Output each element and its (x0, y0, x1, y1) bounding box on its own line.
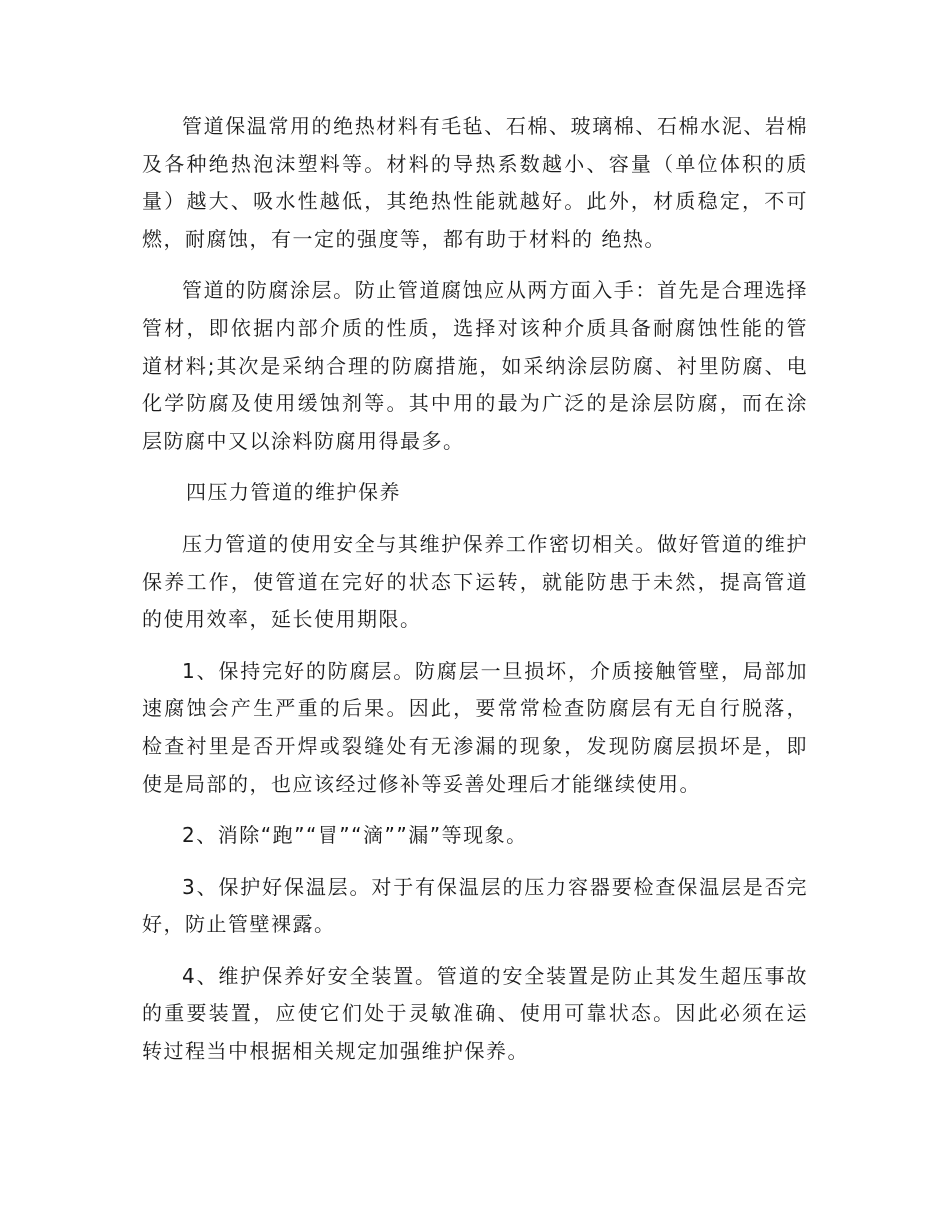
paragraph-item-2: 2、消除“跑”“冒”“滴””漏”等现象。 (182, 823, 528, 848)
paragraph-item-3: 3、保护好保温层。对于有保温层的压力容器要检查保温层是否完好，防止管壁裸露。 (142, 874, 808, 937)
paragraph-maintenance-intro: 压力管道的使用安全与其维护保养工作密切相关。做好管道的维护保养工作，使管道在完好的状态下运转，就能防患于未然，提高管道的使用效率，延长使用期限。 (142, 531, 808, 632)
section-heading-maintenance: 四压力管道的维护保养 (186, 480, 401, 505)
paragraph-anticorrosion-coating: 管道的防腐涂层。防止管道腐蚀应从两方面入手：首先是合理选择管材，即依据内部介质的性质，选择对该种介质具备耐腐蚀性能的管道材料;其次是采纳合理的防腐措施，如采纳涂层防腐、衬里防腐、电化学防腐及使用缓蚀剂等。其中用的最为广泛的是涂层防腐，而在涂层防腐中又以涂料防腐用得最多。 (142, 278, 808, 453)
paragraph-item-4: 4、维护保养好安全装置。管道的安全装置是防止其发生超压事故的重要装置，应使它们处于灵敏准确、使用可靠状态。因此必须在运转过程当中根据相关规定加强维护保养。 (142, 963, 808, 1064)
document-body (142, 108, 808, 1085)
paragraph-item-1: 1、保持完好的防腐层。防腐层一旦损坏，介质接触管壁，局部加速腐蚀会产生严重的后果。因此，要常常检查防腐层有无自行脱落，检查衬里是否开焊或裂缝处有无渗漏的现象，发现防腐层损坏是，即使是局部的，也应该经过修补等妥善处理后才能继续使用。 (142, 658, 808, 796)
paragraph-insulation-materials: 管道保温常用的绝热材料有毛毡、石棉、玻璃棉、石棉水泥、岩棉及各种绝热泡沫塑料等。材料的导热系数越小、容量（单位体积的质量）越大、吸水性越低，其绝热性能就越好。此外，材质稳定，不可燃，耐腐蚀，有一定的强度等，都有助于材料的 绝热。 (142, 114, 808, 251)
